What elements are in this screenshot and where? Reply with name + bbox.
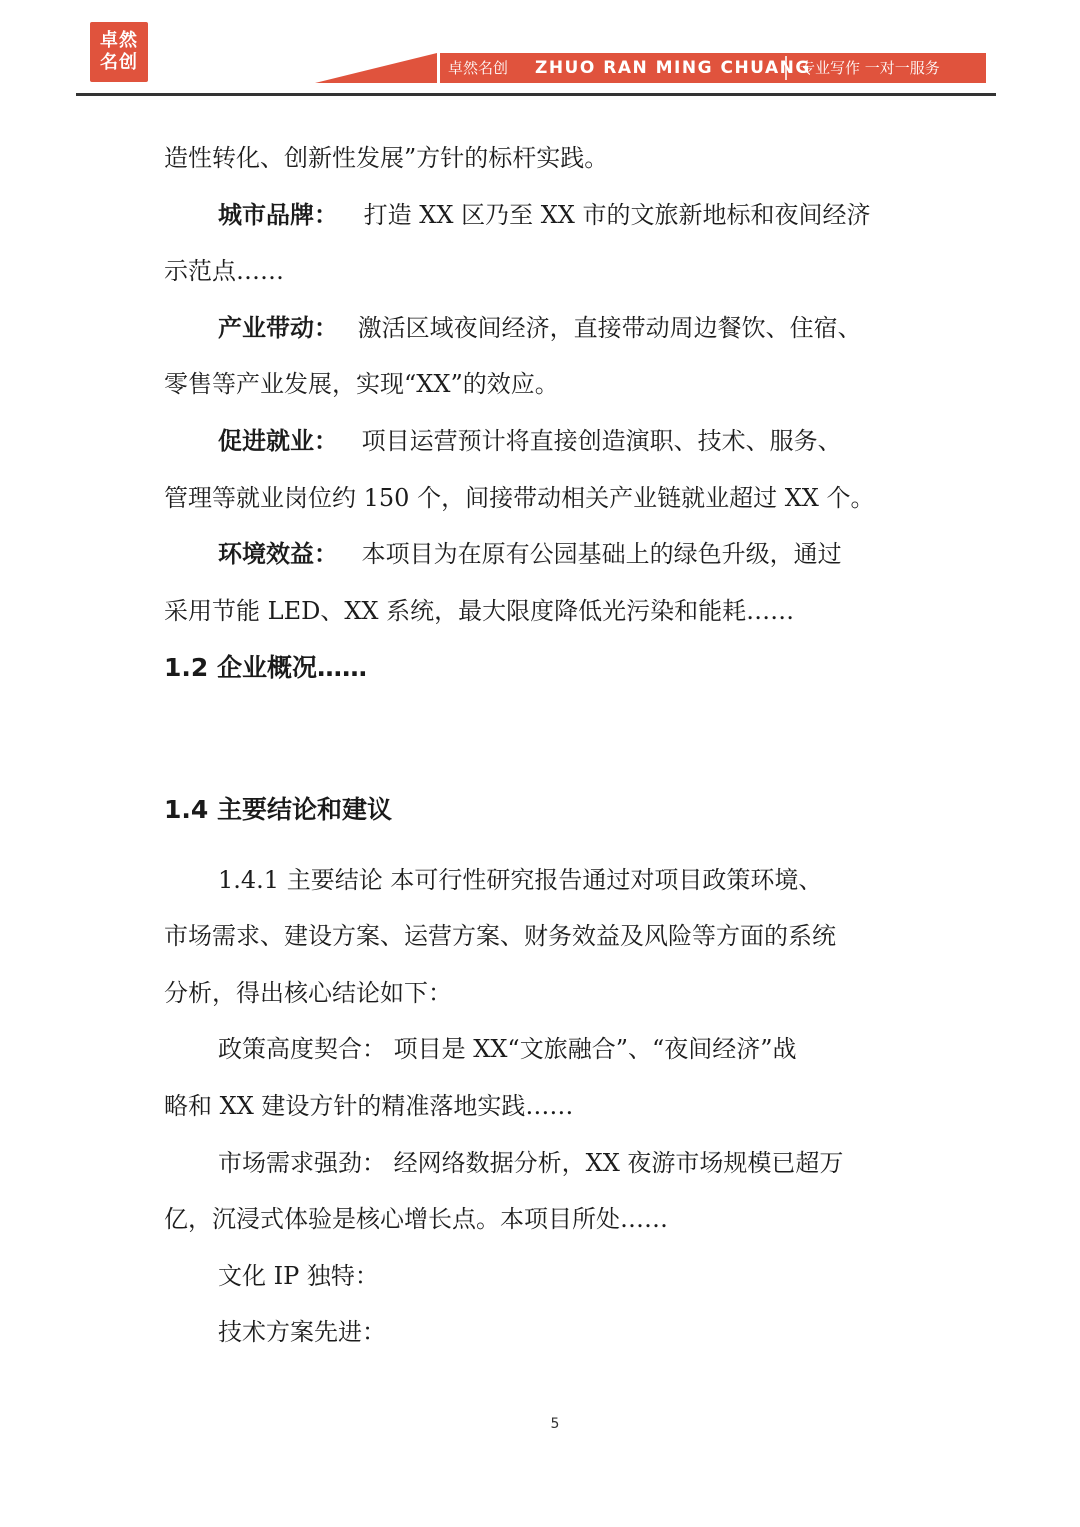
lead-environment: 环境效益： bbox=[218, 540, 338, 568]
logo-line-2: 名创 bbox=[100, 52, 138, 73]
paragraph-line: 1.4.1 主要结论 本可行性研究报告通过对项目政策环境、 bbox=[218, 866, 823, 894]
paragraph-line: 市场需求、建设方案、运营方案、财务效益及风险等方面的系统 bbox=[164, 922, 836, 950]
lead-city-brand: 城市品牌： bbox=[218, 201, 338, 229]
paragraph-city-brand bbox=[218, 197, 871, 233]
header-rule bbox=[76, 93, 996, 96]
banner-brand-cn: 卓然名创 bbox=[448, 59, 509, 77]
banner-wedge bbox=[315, 53, 437, 83]
paragraph-line: 激活区域夜间经济，直接带动周边餐饮、住宿、 bbox=[357, 314, 862, 342]
paragraph-line: 市场需求强劲： 经网络数据分析，XX 夜游市场规模已超万 bbox=[218, 1149, 844, 1177]
section-heading-1-2: 1.2 企业概况…… bbox=[164, 653, 367, 682]
lead-industry: 产业带动： bbox=[218, 314, 338, 342]
paragraph-industry bbox=[218, 310, 862, 346]
paragraph-line: 政策高度契合： 项目是 XX“文旅融合”、“夜间经济”战 bbox=[218, 1035, 797, 1063]
page-header bbox=[0, 0, 1080, 100]
paragraph-line: 本项目为在原有公园基础上的绿色升级，通过 bbox=[361, 540, 842, 568]
paragraph-line: 文化 IP 独特： bbox=[218, 1262, 379, 1290]
banner-brand-en: ZHUO RAN MING CHUANG bbox=[535, 58, 811, 78]
paragraph-employment bbox=[218, 423, 842, 459]
paragraph-line: 零售等产业发展，实现“XX”的效应。 bbox=[164, 370, 559, 398]
header-banner bbox=[0, 0, 1080, 100]
paragraph-line: 项目运营预计将直接创造演职、技术、服务、 bbox=[361, 427, 842, 455]
section-heading-1-4: 1.4 主要结论和建议 bbox=[164, 795, 392, 824]
paragraph-line: 分析，得出核心结论如下： bbox=[164, 979, 452, 1007]
paragraph-line: 采用节能 LED、XX 系统，最大限度降低光污染和能耗…… bbox=[164, 597, 795, 625]
paragraph-line: 技术方案先进： bbox=[218, 1318, 386, 1346]
logo-line-1: 卓然 bbox=[100, 30, 138, 51]
paragraph-line: 亿，沉浸式体验是核心增长点。本项目所处…… bbox=[164, 1205, 668, 1233]
paragraph-environment bbox=[218, 536, 842, 572]
paragraph-line: 示范点…… bbox=[164, 257, 284, 285]
lead-employment: 促进就业： bbox=[218, 427, 338, 455]
paragraph-line: 打造 XX 区乃至 XX 市的文旅新地标和夜间经济 bbox=[363, 201, 871, 229]
paragraph-line: 管理等就业岗位约 150 个，间接带动相关产业链就业超过 XX 个。 bbox=[164, 484, 875, 512]
page-number: 5 bbox=[550, 1416, 560, 1432]
paragraph-line: 造性转化、创新性发展”方针的标杆实践。 bbox=[164, 144, 609, 172]
banner-slogan: 专业写作 一对一服务 bbox=[800, 59, 940, 77]
paragraph-line: 略和 XX 建设方针的精准落地实践…… bbox=[164, 1092, 574, 1120]
